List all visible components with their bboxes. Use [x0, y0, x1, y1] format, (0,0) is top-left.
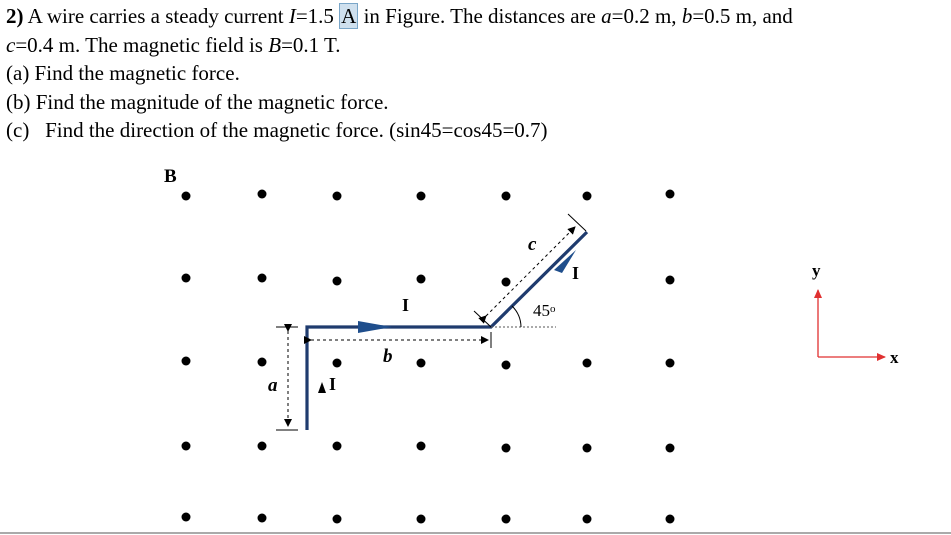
- field-dot: [583, 359, 592, 368]
- current-arrow-horizontal: [358, 321, 392, 333]
- dimension-b: [311, 332, 491, 348]
- field-dot: [417, 275, 426, 284]
- field-dot: [666, 359, 675, 368]
- field-dot: [258, 442, 267, 451]
- field-dot: [182, 357, 191, 366]
- field-dot: [583, 192, 592, 201]
- current-label-horizontal: I: [402, 295, 410, 315]
- field-dot: [333, 192, 342, 201]
- field-dot: [666, 515, 675, 524]
- field-label: B: [164, 166, 177, 187]
- field-dot: [333, 359, 342, 368]
- field-dot: [417, 515, 426, 524]
- field-dot: [583, 444, 592, 453]
- current-label-diagonal: I: [572, 263, 580, 283]
- field-dot: [258, 358, 267, 367]
- field-dot: [258, 514, 267, 523]
- field-dot: [502, 361, 511, 370]
- wire-path: [307, 232, 587, 430]
- field-dot: [182, 192, 191, 201]
- field-dot: [502, 278, 511, 287]
- wire: [307, 232, 587, 430]
- current-label-vertical: I: [329, 374, 337, 394]
- unit-ampere-highlight: A: [341, 4, 357, 28]
- field-dot: [333, 515, 342, 524]
- dimension-b-label: b: [383, 346, 393, 367]
- field-dot: [666, 190, 675, 199]
- field-dot: [502, 515, 511, 524]
- field-dot: [182, 274, 191, 283]
- dimension-a-label: a: [268, 375, 278, 396]
- field-dot: [583, 515, 592, 524]
- field-dot: [333, 277, 342, 286]
- x-axis-label: x: [890, 348, 899, 367]
- field-dot: [417, 359, 426, 368]
- field-dot: [258, 274, 267, 283]
- field-dot: [666, 276, 675, 285]
- field-dot: [182, 513, 191, 522]
- field-dots: [182, 190, 675, 524]
- field-dot: [502, 192, 511, 201]
- part-a: (a) Find the magnetic force.: [6, 61, 240, 85]
- field-dot: [417, 442, 426, 451]
- y-axis-label: y: [812, 261, 821, 280]
- field-dot: [182, 442, 191, 451]
- xy-axes: [818, 290, 885, 357]
- angle-label: 45$^o$: [533, 301, 556, 320]
- field-dot: [502, 444, 511, 453]
- field-dot: [258, 190, 267, 199]
- dimension-a: [276, 327, 298, 430]
- field-dot: [666, 444, 675, 453]
- dimension-c-label: c: [528, 234, 537, 255]
- problem-line-1: 2) A wire carries a steady current I=1.5 A in Figure. The distances are a=0.2 m, b=0.5 m, and: [6, 4, 793, 28]
- field-dot: [333, 442, 342, 451]
- part-b: (b) Find the magnitude of the magnetic force.: [6, 89, 389, 114]
- part-c: (c) Find the direction of the magnetic force. (sin45=cos45=0.7): [6, 118, 548, 142]
- field-dot: [417, 192, 426, 201]
- problem-number: 2): [6, 4, 24, 28]
- current-arrow-vertical: [318, 382, 326, 393]
- dimension-c: [474, 214, 586, 327]
- problem-line-2: c=0.4 m. The magnetic field is B=0.1 T.: [6, 32, 341, 57]
